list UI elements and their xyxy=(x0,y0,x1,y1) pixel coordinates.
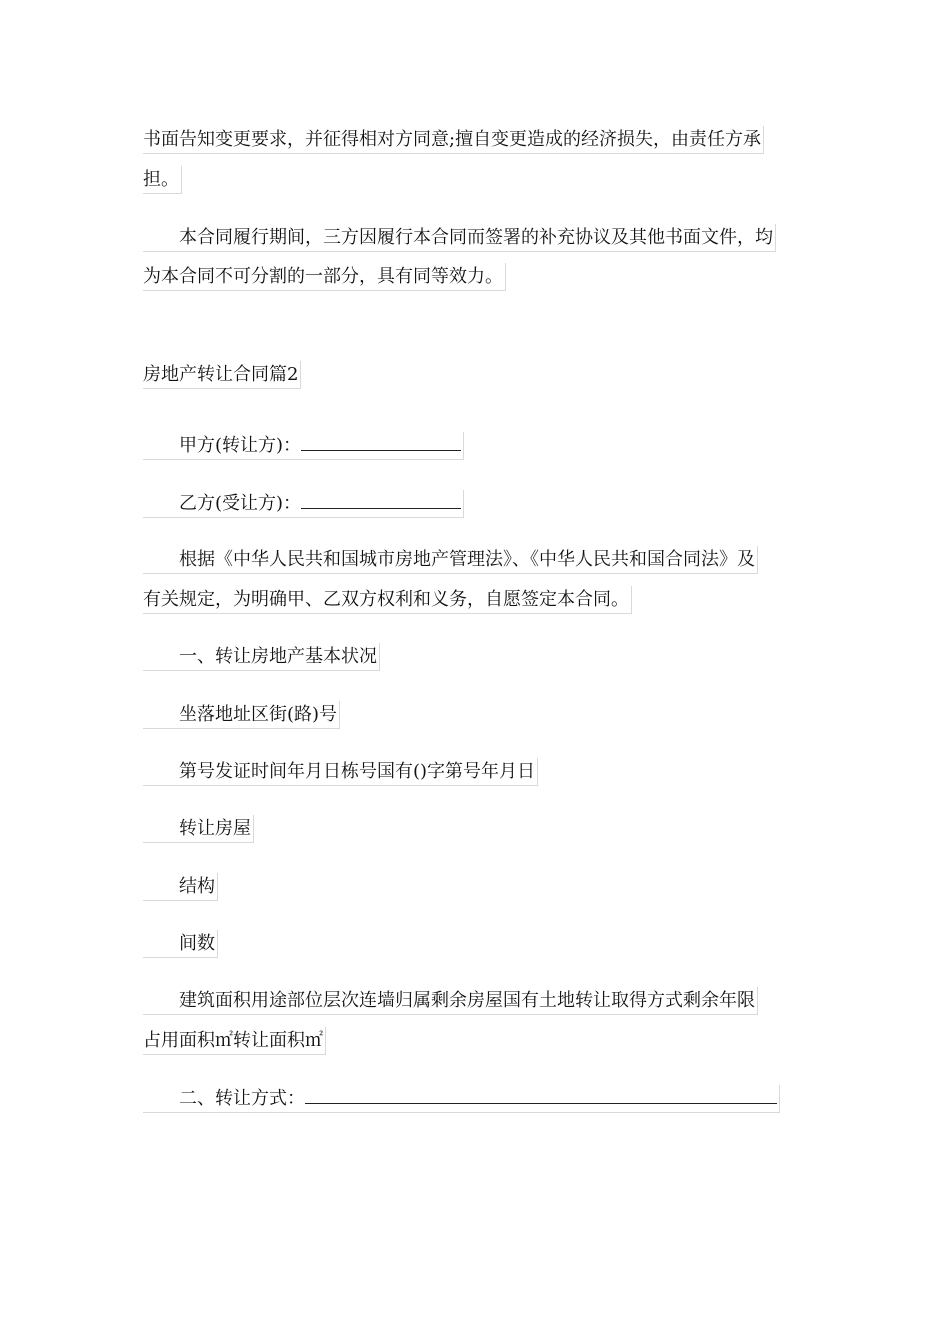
transfer-method-blank xyxy=(305,1085,777,1104)
party-b-line xyxy=(143,490,464,518)
paragraph-line: 本合同履行期间，三方因履行本合同而签署的补充协议及其他书面文件，均 xyxy=(143,224,776,252)
paragraph-line: 为本合同不可分割的一部分，具有同等效力。 xyxy=(143,263,506,291)
party-b-label: 乙方(受让方)： xyxy=(143,493,302,514)
section-heading: 房地产转让合同篇2 xyxy=(143,361,301,389)
intro-line: 根据《中华人民共和国城市房地产管理法》、《中华人民共和国合同法》及 xyxy=(143,546,758,574)
detail-line: 占用面积㎡转让面积㎡ xyxy=(143,1027,326,1055)
transfer-method-label: 二、转让方式： xyxy=(143,1088,305,1109)
rooms-line: 间数 xyxy=(143,930,218,958)
section1-title: 一、转让房地产基本状况 xyxy=(143,643,380,671)
party-a-blank xyxy=(301,432,461,451)
paragraph-line: 担。 xyxy=(143,166,182,194)
structure-line: 结构 xyxy=(143,873,218,901)
party-a-label: 甲方(转让方)： xyxy=(143,435,302,456)
certificate-line: 第号发证时间年月日栋号国有()字第号年月日 xyxy=(143,758,538,786)
detail-line: 建筑面积用途部位层次连墙归属剩余房屋国有土地转让取得方式剩余年限 xyxy=(143,987,758,1015)
location-line: 坐落地址区街(路)号 xyxy=(143,701,340,729)
house-line: 转让房屋 xyxy=(143,815,254,843)
intro-line: 有关规定，为明确甲、乙双方权利和义务，自愿签定本合同。 xyxy=(143,586,632,614)
paragraph-line: 书面告知变更要求，并征得相对方同意;擅自变更造成的经济损失，由责任方承 xyxy=(143,126,764,154)
party-a-line xyxy=(143,432,464,460)
transfer-method-line xyxy=(143,1085,780,1113)
party-b-blank xyxy=(301,490,461,509)
